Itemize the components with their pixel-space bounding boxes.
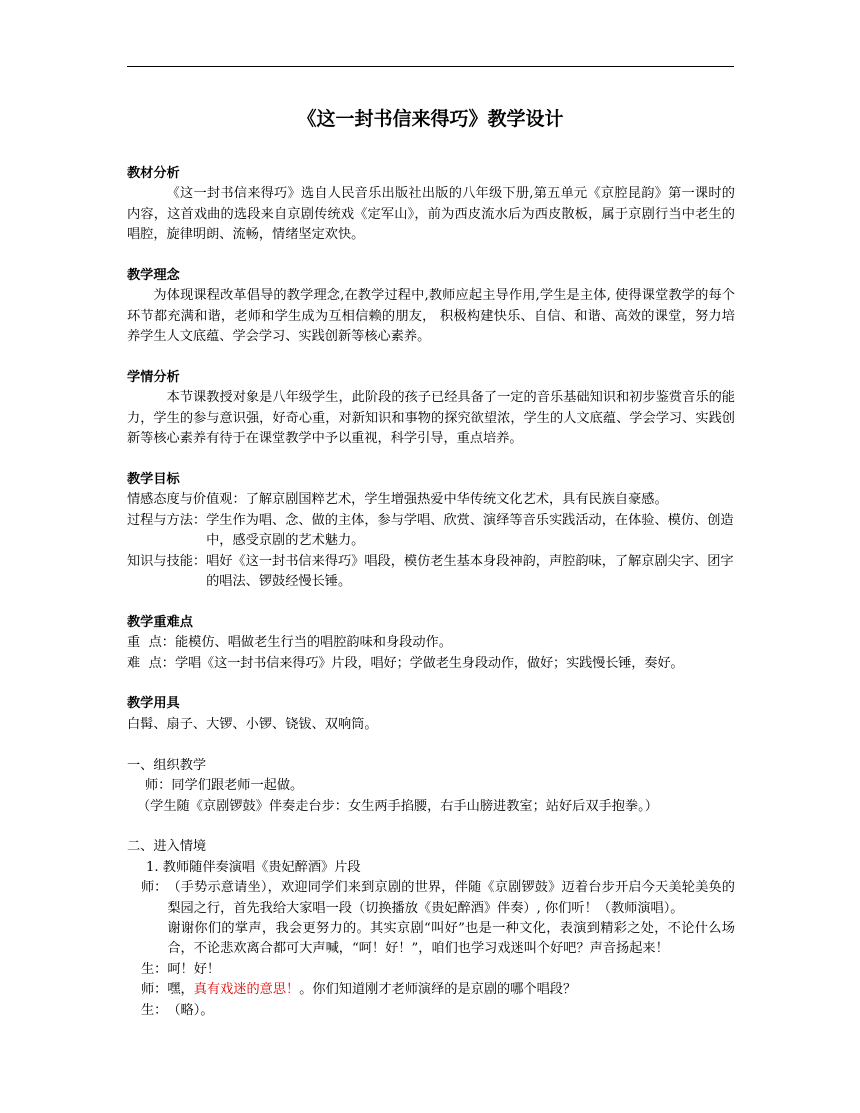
section-heading: 教学用具 xyxy=(127,696,180,712)
speaker-label: 师： xyxy=(145,778,172,794)
dialogue-line xyxy=(127,1001,735,1021)
goal-label: 过程与方法： xyxy=(127,512,207,528)
speech-text-continued: 谢谢你们的掌声，我会更努力的。其实京剧“叫好”也是一种文化，表演到精彩之处，不论什么场合，不论悲欢离合都可大声喊，“呵！好！”，咱们也学习戏迷叫个好吧？声音扬起来！ xyxy=(167,920,735,957)
section-paragraph: 《这一封书信来得巧》选自人民音乐出版社出版的八年级下册,第五单元《京腔昆韵》第一课时的内容，这首戏曲的选段来自京剧传统戏《定军山》，前为西皮流水后为西皮散板，属于京剧行当中老生的唱腔，旋律明朗、流畅，情绪坚定欢快。 xyxy=(127,186,735,243)
section-student-analysis xyxy=(127,368,735,450)
goal-text: 了解京剧国粹艺术，学生增强热爱中华传统文化艺术，具有民族自豪感。 xyxy=(245,492,668,508)
dialogue-line xyxy=(127,960,735,980)
dialogue-line xyxy=(127,776,735,796)
section-heading: 教材分析 xyxy=(127,166,180,181)
speaker-label: 生： xyxy=(141,961,168,977)
section-paragraph: 白髯、扇子、大锣、小锣、铙钹、双响筒。 xyxy=(127,716,378,732)
section-heading: 教学理念 xyxy=(127,268,180,284)
speech-text: 呵！好！ xyxy=(167,961,221,977)
goal-item xyxy=(127,552,735,593)
section-paragraph: 为体现课程改革倡导的教学理念,在教学过程中,教师应起主导作用,学生是主体, 使得课堂教学的每个环节都充满和谐，老师和学生成为互相信赖的朋友， 积极构建快乐、自信、和谐、高效的课堂，努力培养学生人文底蕴、学会学习、实践创新等核心素养。 xyxy=(127,288,735,345)
goal-text: 学生作为唱、念、做的主体，参与学唱、欣赏、演绎等音乐实践活动，在体验、模仿、创造中，感受京剧的艺术魅力。 xyxy=(206,512,734,549)
goal-label: 情感态度与价值观： xyxy=(127,492,246,508)
goal-label: 知识与技能： xyxy=(127,553,207,569)
section-paragraph: 本节课教授对象是八年级学生，此阶段的孩子已经具备了一定的音乐基础知识和初步鉴赏音乐的能力，学生的参与意识强，好奇心重，对新知识和事物的探究欲望浓，学生的人文底蕴、学会学习、实践创新等核心素养有待于在课堂教学中予以重视，科学引导，重点培养。 xyxy=(127,390,735,447)
stage-direction: （学生随《京剧锣鼓》伴奏走台步：女生两手掐腰，右手山膀进教室；站好后双手抱拳。） xyxy=(137,798,658,814)
point-item xyxy=(127,654,735,674)
speech-text: （略）。 xyxy=(167,1002,214,1018)
goal-item xyxy=(127,511,735,552)
point-item xyxy=(127,633,735,653)
header-rule xyxy=(127,66,734,67)
point-label: 重 点： xyxy=(127,635,175,651)
part-heading: 二、进入情境 xyxy=(127,839,207,855)
part-enter-scenario xyxy=(127,837,735,1021)
speaker-label: 师： xyxy=(141,880,168,896)
section-material-analysis xyxy=(127,164,735,246)
section-heading: 教学目标 xyxy=(127,472,180,488)
speech-prefix: 嘿， xyxy=(167,982,194,998)
subheading: 1. 教师随伴奏演唱《贵妃醉酒》片段 xyxy=(146,859,361,875)
section-teaching-goals xyxy=(127,470,735,592)
speech-block xyxy=(167,878,735,960)
section-key-difficult-points xyxy=(127,613,735,674)
section-teaching-tools xyxy=(127,694,735,735)
document-body xyxy=(127,164,735,1041)
point-label: 难 点： xyxy=(127,655,175,671)
speech-text: （手势示意请坐），欢迎同学们来到京剧的世界，伴随《京剧锣鼓》迈着台步开启今天美轮美奂的梨园之行，首先我给大家唱一段（切换播放《贵妃醉酒》伴奏）, 你们听！（教师演唱）。 xyxy=(167,880,735,916)
document-title: 《这一封书信来得巧》教学设计 xyxy=(297,108,564,130)
speech-text xyxy=(167,980,735,1000)
dialogue-line xyxy=(127,980,735,1000)
part-heading: 一、组织教学 xyxy=(127,757,207,773)
speech-suffix: 。你们知道刚才老师演绎的是京剧的哪个唱段？ xyxy=(299,982,577,998)
speaker-label: 生： xyxy=(141,1002,168,1018)
point-text: 能模仿、唱做老生行当的唱腔韵味和身段动作。 xyxy=(174,635,452,651)
section-heading: 教学重难点 xyxy=(127,614,193,630)
speaker-label: 师： xyxy=(141,982,168,998)
goal-item xyxy=(127,490,735,510)
highlighted-text: 真有戏迷的意思！ xyxy=(193,982,300,998)
goal-text: 唱好《这一封书信来得巧》唱段，模仿老生基本身段神韵，声腔韵味，了解京剧尖字、团字的唱法、锣鼓经慢长锤。 xyxy=(206,553,734,590)
section-heading: 学情分析 xyxy=(127,370,180,386)
point-text: 学唱《这一封书信来得巧》片段，唱好；学做老生身段动作，做好；实践慢长锤，奏好。 xyxy=(174,655,684,671)
part-organize-teaching xyxy=(127,756,735,817)
dialogue-line xyxy=(127,878,735,960)
speech-text: 同学们跟老师一起做。 xyxy=(171,778,304,794)
section-teaching-philosophy xyxy=(127,266,735,348)
